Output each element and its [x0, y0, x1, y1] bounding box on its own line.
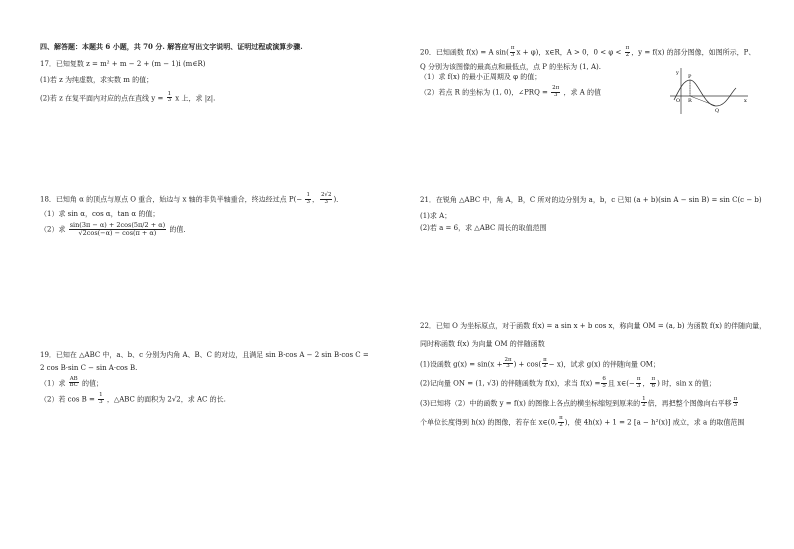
- q20-part1: （1）求 f(x) 的最小正周期及 φ 的值；: [420, 73, 542, 82]
- q17-stem: 17．已知复数 z = m² + m − 2 + (m − 1)i (m∈R): [40, 60, 206, 68]
- q22-part3-cont: 个单位长度得到 h(x) 的图像，若存在 x∈(0, $\frac{\pi}{2}$ )，使 4h(x) + 1 = 2 [a − h²(x)] 成立，求 a 的取值范围: [420, 415, 745, 428]
- graph-r-label: R: [688, 98, 692, 104]
- question-21: [420, 196, 762, 232]
- q22-part1: (1)设函数 g(x) = sin(x + $\frac{2\pi}{3}$ ) + cos( $\frac{\pi}{2}$ − x)，试求 g(x) 的伴随向量 OM；: [420, 356, 660, 370]
- q18-fraction: $\frac{\sin(3\pi - \alpha) + 2\cos(5\pi/2 + \alpha)}{√2\cos(-\alpha) - \cos(\pi + \alpha)}$: [69, 221, 166, 238]
- question-19: [40, 351, 369, 406]
- q19-stem-line1: 19．已知在 △ABC 中，a、b、c 分别为内角 A、B、C 的对边，且满足 sin B·cos A − 2 sin B·cos C =: [40, 351, 369, 359]
- question-18: [40, 193, 343, 237]
- q19-part1: （1）求 $\frac{AB}{BC}$ 的值；: [40, 375, 103, 389]
- q22-stem-line2: 同时称函数 f(x) 为向量 OM 的伴随函数: [420, 339, 545, 348]
- q18-part2: （2）求 $\frac{\sin(3\pi - \alpha) + 2\cos(5\pi/2 + \alpha)}{√2\cos(-\alpha) - \cos(\pi + \alpha)}$ 的值．: [40, 221, 191, 238]
- section-header: 四、解答题：本题共 6 小题，共 70 分. 解答应写出文字说明、证明过程或演算步骤.: [40, 42, 303, 51]
- graph-y-label: y: [676, 70, 679, 76]
- graph-x-label: x: [744, 98, 747, 104]
- q17-part1: (1)若 z 为纯虚数，求实数 m 的值；: [40, 75, 154, 84]
- graph-p-label: P: [688, 74, 692, 80]
- q19-stem-line2: 2 cos B·sin C − sin A·cos B.: [40, 363, 138, 372]
- q20-part2: （2）若点 R 的坐标为 (1, 0)，∠PRQ = $\frac{2\pi}{3}$ ，求 A 的值: [420, 85, 602, 98]
- q22-part3: (3)已知将（2）中的函数 y = f(x) 的图像上各点的横坐标缩短到原来的 $\frac{1}{2}$ 倍，再把整个图像向右平移 $\frac{\pi}{3}$: [420, 395, 738, 409]
- q20-graph: [666, 66, 750, 116]
- q22-part2: (2)记向量 ON = (1, √3) 的伴随函数为 f(x)，求当 f(x) = $\frac{6}{5}$ 且 x∈(− $\frac{\pi}{3}$ ， $\frac{\pi}{6}$ ) 时，sin x 的值；: [420, 376, 716, 389]
- q17-part2: (2)若 z 在复平面内对应的点在直线 y = $\frac{1}{3}$ x 上，求 |z|.: [40, 90, 216, 104]
- q21-stem: 21．在锐角 △ABC 中，角 A，B，C 所对的边分别为 a，b，c 已知 (a + b)(sin A − sin B) = sin C(c − b): [420, 196, 762, 204]
- q21-part1: (1)求 A；: [420, 211, 452, 220]
- q19-part2: （2）若 cos B = $\frac{1}{3}$ ，△ABC 的面积为 2√2，求 AC 的长.: [40, 392, 226, 405]
- question-22: [420, 322, 766, 429]
- q20-stem-line2: Q 分别为该图像的最高点和最低点，点 P 的坐标为 (1, A).: [420, 62, 601, 71]
- q17-fraction: $\frac{1}{3}$: [167, 90, 172, 104]
- sine-curve: [674, 80, 736, 106]
- q21-part2: (2)若 a = 6，求 △ABC 周长的取值范围: [420, 223, 547, 232]
- q20-stem: 20．已知函数 f(x) = A sin( $\frac{\pi}{3}$ x + φ)，x∈R，A > 0，0 < φ < $\frac{\pi}{2}$ ，y = f(x) 的部分图像，如图所示，P、: [420, 45, 756, 58]
- q18-part1: （1）求 sin α，cos α，tan α 的值；: [40, 209, 160, 218]
- q18-stem: 18．已知角 α 的顶点与原点 O 重合，始边与 x 轴的非负半轴重合，终边经过点 P(− $\frac{1}{3}$ ， $\frac{2√2}{3}$ )．: [40, 192, 344, 205]
- graph-q-label: Q: [715, 108, 720, 114]
- question-17: [40, 60, 215, 104]
- graph-o-label: O: [676, 98, 681, 104]
- q22-stem-line1: 22．已知 O 为坐标原点，对于函数 f(x) = a sin x + b cos x，称向量 OM = (a, b) 为函数 f(x) 的伴随向量，: [420, 322, 767, 330]
- rq-segment: [690, 96, 716, 106]
